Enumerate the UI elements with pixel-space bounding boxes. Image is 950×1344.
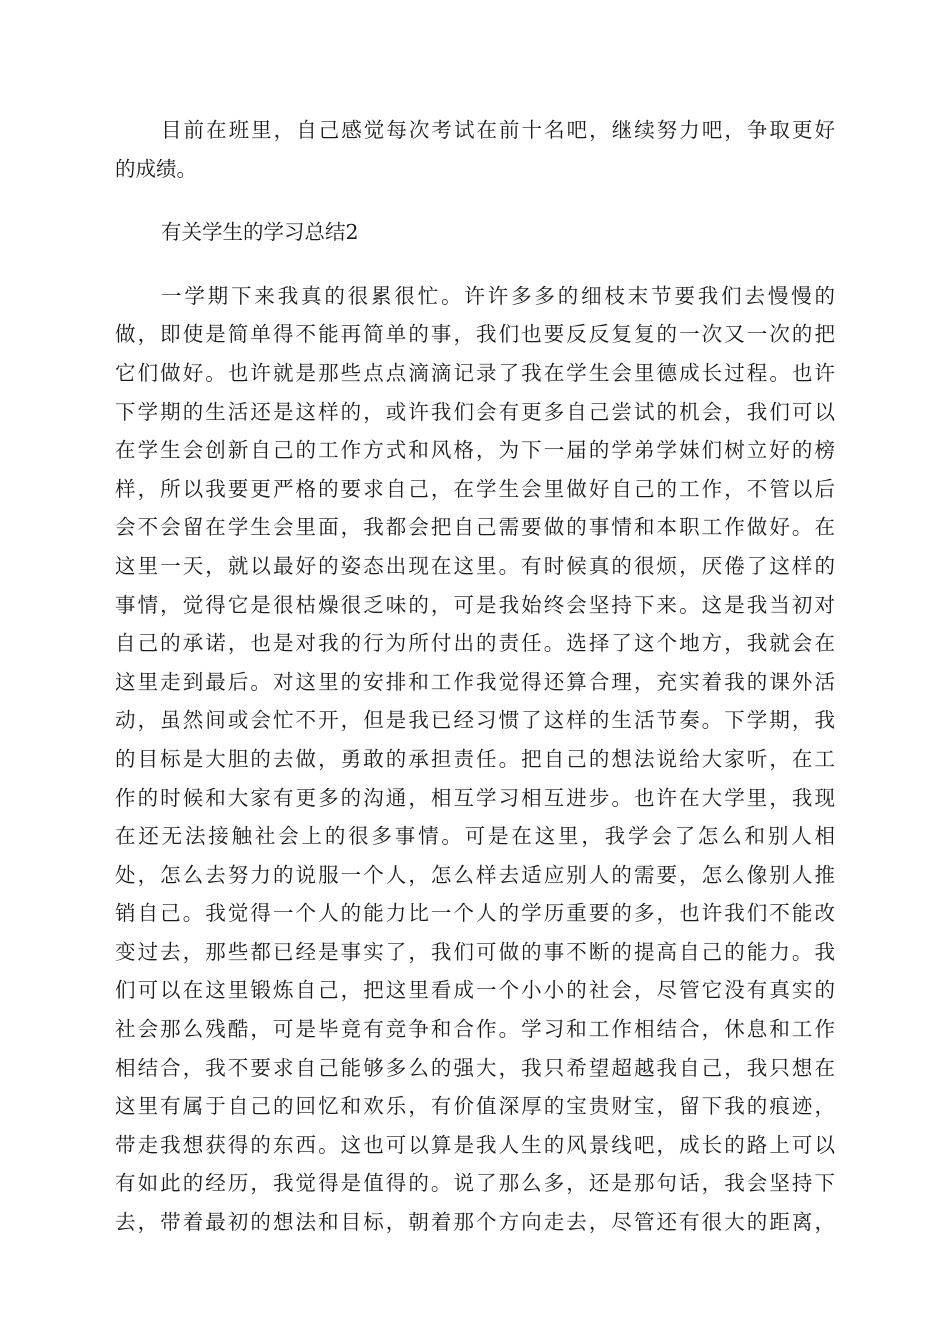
text-line: 样，所以我要更严格的要求自己，在学生会里做好自己的工作，不管以后	[115, 476, 835, 501]
text-line: 会不会留在学生会里面，我都会把自己需要做的事情和本职工作做好。在	[115, 515, 835, 540]
document-body	[115, 111, 835, 1280]
text-line: 这里走到最后。对这里的安排和工作我觉得还算合理，充实着我的课外活	[115, 669, 835, 694]
text-line: 带走我想获得的东西。这也可以算是我人生的风景线吧，成长的路上可以	[115, 1132, 835, 1157]
text-line: 目前在班里，自己感觉每次考试在前十名吧，继续努力吧，争取更好	[161, 118, 835, 142]
text-line: 销自己。我觉得一个人的能力比一个人的学历重要的多，也许我们不能改	[115, 901, 835, 926]
text-line: 处，怎么去努力的说服一个人，怎么样去适应别人的需要，怎么像别人推	[115, 862, 835, 887]
text-line: 在还无法接触社会上的很多事情。可是在这里，我学会了怎么和别人相	[115, 824, 835, 849]
text-line: 动，虽然间或会忙不开，但是我已经习惯了这样的生活节奏。下学期，我	[115, 708, 835, 733]
text-line: 它们做好。也许就是那些点点滴滴记录了我在学生会里德成长过程。也许	[115, 360, 835, 385]
text-line: 做，即使是简单得不能再简单的事，我们也要反反复复的一次又一次的把	[115, 322, 835, 347]
text-line: 下学期的生活还是这样的，或许我们会有更多自己尝试的机会，我们可以	[115, 399, 835, 424]
text-line: 作的时候和大家有更多的沟通，相互学习相互进步。也许在大学里，我现	[115, 785, 835, 810]
section-heading: 有关学生的学习总结2	[161, 220, 359, 245]
text-line: 的成绩。	[115, 156, 197, 181]
text-line: 这里有属于自己的回忆和欢乐，有价值深厚的宝贵财宝，留下我的痕迹，	[115, 1094, 835, 1119]
text-line: 相结合，我不要求自己能够多么的强大，我只希望超越我自己，我只想在	[115, 1055, 835, 1080]
text-line: 自己的承诺，也是对我的行为所付出的责任。选择了这个地方，我就会在	[115, 631, 835, 656]
text-line	[115, 1242, 835, 1281]
text-line: 社会那么残酷，可是毕竟有竞争和合作。学习和工作相结合，休息和工作	[115, 1017, 835, 1042]
text-line: 在学生会创新自己的工作方式和风格，为下一届的学弟学妹们树立好的榜	[115, 438, 835, 463]
text-line: 去，带着最初的想法和目标，朝着那个方向走去，尽管还有很大的距离，	[115, 1210, 835, 1235]
text-line: 变过去，那些都已经是事实了，我们可做的事不断的提高自己的能力。我	[115, 939, 835, 964]
text-line: 事情，觉得它是很枯燥很乏味的，可是我始终会坚持下来。这是我当初对	[115, 592, 835, 617]
text-line: 有如此的经历，我觉得是值得的。说了那么多，还是那句话，我会坚持下	[115, 1171, 835, 1196]
text-line: 一学期下来我真的很累很忙。许许多多的细枝末节要我们去慢慢的	[161, 283, 835, 308]
paragraph	[115, 277, 835, 1280]
paragraph	[115, 111, 835, 188]
text-line: 这里一天，就以最好的姿态出现在这里。有时候真的很烦，厌倦了这样的	[115, 553, 835, 578]
text-line: 的目标是大胆的去做，勇敢的承担责任。把自己的想法说给大家听，在工	[115, 746, 835, 771]
text-line: 们可以在这里锻炼自己，把这里看成一个小小的社会，尽管它没有真实的	[115, 978, 835, 1003]
